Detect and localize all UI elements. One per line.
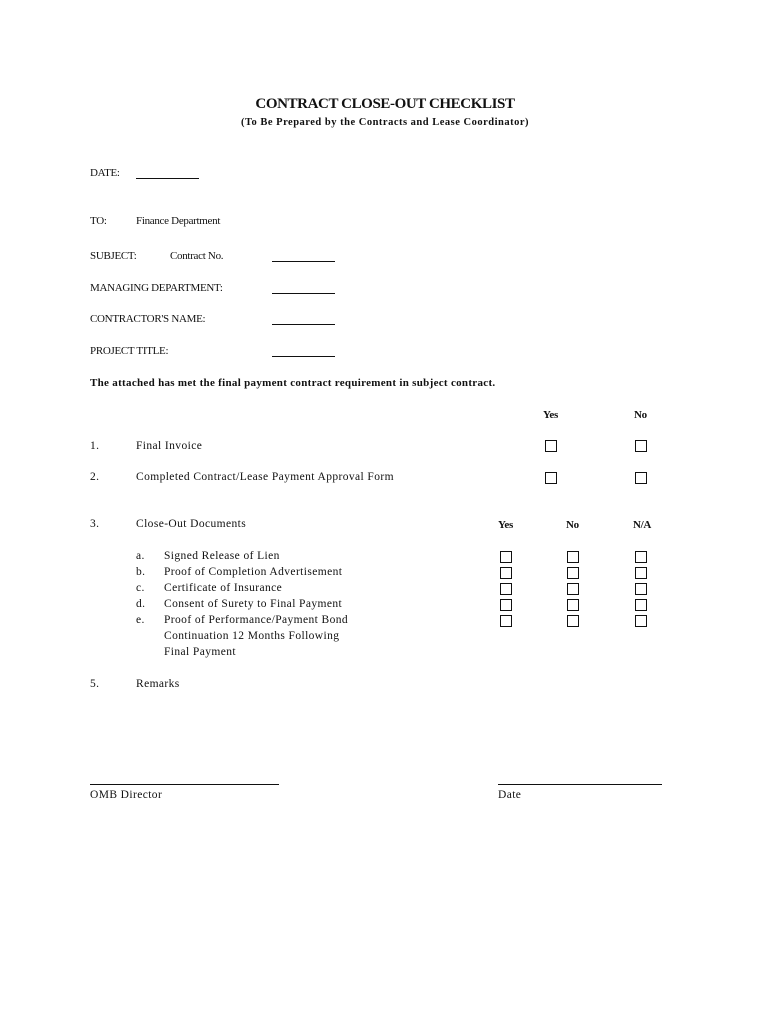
item-number: 2. xyxy=(90,471,100,483)
checkbox-approval-form-no[interactable] xyxy=(635,472,647,484)
checkbox-b-no[interactable] xyxy=(567,567,579,579)
checkbox-a-no[interactable] xyxy=(567,551,579,563)
subitem-label-certificate-of-insurance: Certificate of Insurance xyxy=(164,582,283,594)
checkbox-e-no[interactable] xyxy=(567,615,579,627)
column-header-na: N/A xyxy=(633,519,652,531)
subitem-label-release-of-lien: Signed Release of Lien xyxy=(164,550,280,562)
checkbox-final-invoice-yes[interactable] xyxy=(545,440,557,452)
item-label-closeout-documents: Close-Out Documents xyxy=(136,518,247,530)
subitem-label-performance-bond: Proof of Performance/Payment Bond xyxy=(164,614,349,626)
subitem-letter: b. xyxy=(136,566,146,578)
subject-label: SUBJECT: xyxy=(90,250,137,262)
checkbox-c-yes[interactable] xyxy=(500,583,512,595)
subitem-letter: d. xyxy=(136,598,146,610)
subitem-continuation-line: Continuation 12 Months Following xyxy=(164,630,340,642)
contract-no-label: Contract No. xyxy=(170,250,224,262)
contractor-name-label: CONTRACTOR'S NAME: xyxy=(90,313,206,325)
date-signature-line[interactable] xyxy=(498,784,662,785)
statement-text: The attached has met the final payment contract requirement in subject contract. xyxy=(90,377,496,389)
column-header-yes: Yes xyxy=(543,409,558,421)
contractor-name-field[interactable] xyxy=(272,324,335,325)
remarks-label: Remarks xyxy=(136,678,180,690)
checkbox-a-yes[interactable] xyxy=(500,551,512,563)
checkbox-d-no[interactable] xyxy=(567,599,579,611)
item-label-payment-approval-form: Completed Contract/Lease Payment Approval Form xyxy=(136,471,394,483)
omb-director-label: OMB Director xyxy=(90,789,163,801)
managing-department-label: MANAGING DEPARTMENT: xyxy=(90,282,223,294)
checkbox-final-invoice-no[interactable] xyxy=(635,440,647,452)
checkbox-e-yes[interactable] xyxy=(500,615,512,627)
item-number: 3. xyxy=(90,518,100,530)
page-title: CONTRACT CLOSE-OUT CHECKLIST xyxy=(255,96,515,112)
managing-department-field[interactable] xyxy=(272,293,335,294)
checkbox-d-na[interactable] xyxy=(635,599,647,611)
column-header-no: No xyxy=(634,409,647,421)
to-label: TO: xyxy=(90,215,107,227)
item-label-final-invoice: Final Invoice xyxy=(136,440,203,452)
subitem-label-completion-advertisement: Proof of Completion Advertisement xyxy=(164,566,343,578)
checkbox-approval-form-yes[interactable] xyxy=(545,472,557,484)
subitem-letter: c. xyxy=(136,582,145,594)
checkbox-c-na[interactable] xyxy=(635,583,647,595)
subitem-letter: a. xyxy=(136,550,145,562)
checkbox-c-no[interactable] xyxy=(567,583,579,595)
item-number: 1. xyxy=(90,440,100,452)
contract-no-field[interactable] xyxy=(272,261,335,262)
date-label: DATE: xyxy=(90,167,120,179)
page-subtitle: (To Be Prepared by the Contracts and Lease Coordinator) xyxy=(240,117,530,128)
project-title-label: PROJECT TITLE: xyxy=(90,345,169,357)
to-value: Finance Department xyxy=(136,215,221,227)
column-header-no: No xyxy=(566,519,579,531)
checkbox-a-na[interactable] xyxy=(635,551,647,563)
signature-date-label: Date xyxy=(498,789,522,801)
checkbox-e-na[interactable] xyxy=(635,615,647,627)
checkbox-b-yes[interactable] xyxy=(500,567,512,579)
column-header-yes: Yes xyxy=(498,519,513,531)
date-field[interactable] xyxy=(136,178,199,179)
omb-director-signature-line[interactable] xyxy=(90,784,279,785)
checkbox-d-yes[interactable] xyxy=(500,599,512,611)
item-number: 5. xyxy=(90,678,100,690)
subitem-letter: e. xyxy=(136,614,145,626)
project-title-field[interactable] xyxy=(272,356,335,357)
subitem-continuation-line: Final Payment xyxy=(164,646,236,658)
subitem-label-consent-of-surety: Consent of Surety to Final Payment xyxy=(164,598,343,610)
checkbox-b-na[interactable] xyxy=(635,567,647,579)
